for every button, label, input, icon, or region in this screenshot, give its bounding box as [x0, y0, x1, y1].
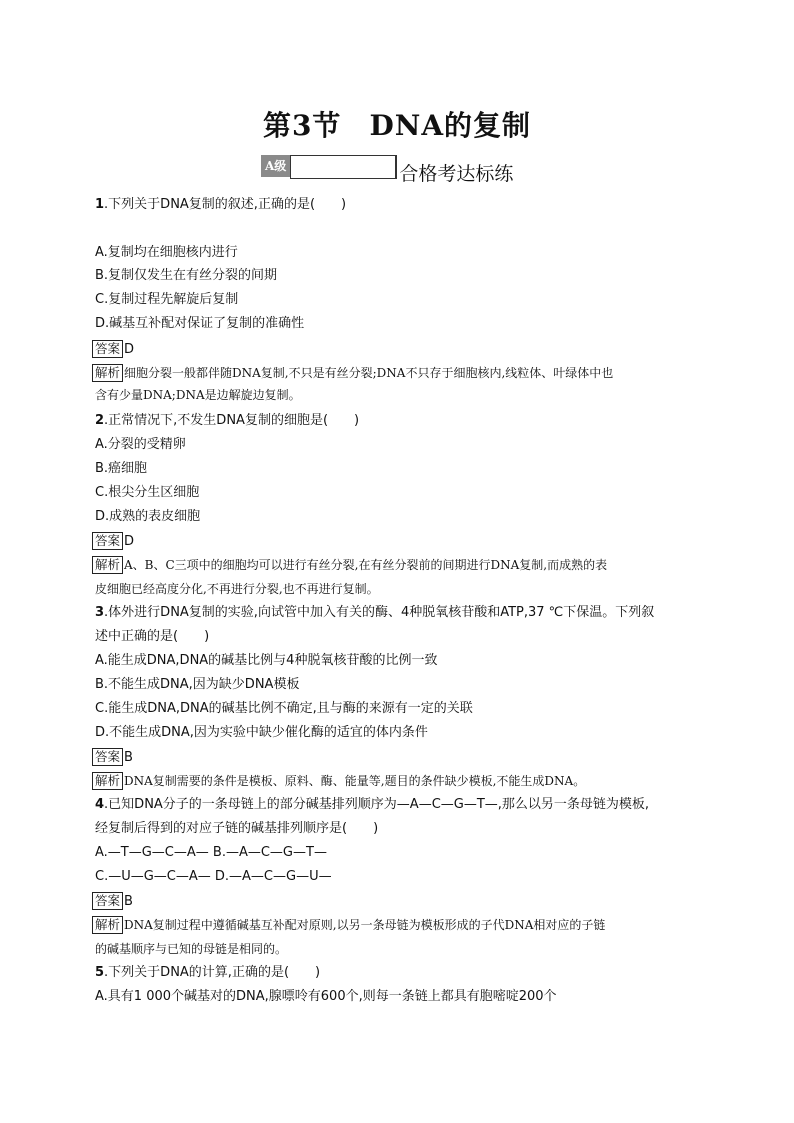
option: C.复制过程先解旋后复制: [95, 292, 239, 307]
question-number: 4: [95, 797, 105, 812]
score-blank: [290, 155, 397, 179]
answer-value: D: [124, 342, 135, 357]
section-title: DNA的复制: [369, 109, 532, 142]
option: A.能生成DNA,DNA的碱基比例与4种脱氧核苷酸的比例一致: [95, 653, 438, 668]
page-title: [0, 104, 794, 144]
answer-line: [95, 340, 134, 359]
question-5: [95, 964, 320, 982]
answer-line: [95, 532, 134, 551]
question-number: 1: [95, 197, 105, 212]
question-number: 5: [95, 965, 105, 980]
option: A.具有1 000个碱基对的DNA,腺嘌呤有600个,则每一条链上都具有胞嘧啶200个: [95, 989, 557, 1004]
analysis-text: DNA复制过程中遵循碱基互补配对原则,以另一条母链为模板形成的子代DNA相对应的子链: [124, 918, 606, 932]
option: B.癌细胞: [95, 461, 148, 476]
level-text: 合格考达标练: [399, 163, 514, 185]
answer-line: [95, 892, 133, 911]
question-text: .下列关于DNA的计算,正确的是( ): [104, 965, 321, 980]
analysis-line: [95, 556, 607, 574]
option: A.分裂的受精卵: [95, 437, 186, 452]
section-number: 第3节: [262, 109, 342, 142]
question-3: [95, 604, 654, 622]
answer-value: D: [124, 534, 135, 549]
analysis-line: [95, 916, 605, 934]
question-4: [95, 796, 649, 814]
analysis-text: A、B、C三项中的细胞均可以进行有丝分裂,在有丝分裂前的间期进行DNA复制,而成熟的表: [124, 558, 608, 572]
question-1: [95, 196, 346, 214]
option-row: C.—U—G—C—A— D.—A—C—G—U—: [95, 869, 332, 884]
answer-value: B: [124, 750, 133, 765]
level-header: [261, 151, 514, 185]
analysis-text: 的碱基顺序与已知的母链是相同的。: [95, 942, 288, 956]
option: C.能生成DNA,DNA的碱基比例不确定,且与酶的来源有一定的关联: [95, 701, 473, 716]
question-text: .体外进行DNA复制的实验,向试管中加入有关的酶、4种脱氧核苷酸和ATP,37 ℃下保温。下列叙: [104, 605, 655, 620]
option: D.碱基互补配对保证了复制的准确性: [95, 316, 305, 331]
answer-tag: 答案: [92, 892, 123, 910]
answer-line: [95, 748, 133, 767]
question-number: 3: [95, 605, 105, 620]
question-2: [95, 412, 359, 430]
answer-tag: 答案: [92, 748, 123, 766]
option: A.复制均在细胞核内进行: [95, 245, 238, 260]
analysis-line: [95, 772, 585, 790]
option: D.不能生成DNA,因为实验中缺少催化酶的适宜的体内条件: [95, 725, 428, 740]
question-text: .正常情况下,不发生DNA复制的细胞是( ): [104, 413, 360, 428]
option: B.复制仅发生在有丝分裂的间期: [95, 268, 278, 283]
question-text: 述中正确的是( ): [95, 629, 210, 644]
answer-tag: 答案: [92, 340, 123, 358]
option-row: A.—T—G—C—A— B.—A—C—G—T—: [95, 845, 327, 860]
question-number: 2: [95, 413, 105, 428]
level-badge: A级: [261, 155, 290, 177]
option: C.根尖分生区细胞: [95, 485, 200, 500]
analysis-tag: 解析: [92, 772, 123, 790]
question-text: .已知DNA分子的一条母链上的部分碱基排列顺序为—A—C—G—T—,那么以另一条母链为模板,: [104, 797, 650, 812]
analysis-text: 皮细胞已经高度分化,不再进行分裂,也不再进行复制。: [95, 582, 379, 596]
question-text: .下列关于DNA复制的叙述,正确的是( ): [104, 197, 347, 212]
analysis-tag: 解析: [92, 556, 123, 574]
analysis-text: 含有少量DNA;DNA是边解旋边复制。: [95, 388, 301, 402]
analysis-line: [95, 364, 613, 382]
analysis-text: DNA复制需要的条件是模板、原料、酶、能量等,题目的条件缺少模板,不能生成DNA。: [124, 774, 586, 788]
answer-value: B: [124, 894, 133, 909]
option: B.不能生成DNA,因为缺少DNA模板: [95, 677, 300, 692]
option: D.成熟的表皮细胞: [95, 509, 201, 524]
question-text: 经复制后得到的对应子链的碱基排列顺序是( ): [95, 821, 379, 836]
analysis-tag: 解析: [92, 364, 123, 382]
analysis-tag: 解析: [92, 916, 123, 934]
answer-tag: 答案: [92, 532, 123, 550]
analysis-text: 细胞分裂一般都伴随DNA复制,不只是有丝分裂;DNA不只存于细胞核内,线粒体、叶绿体中也: [124, 366, 614, 380]
